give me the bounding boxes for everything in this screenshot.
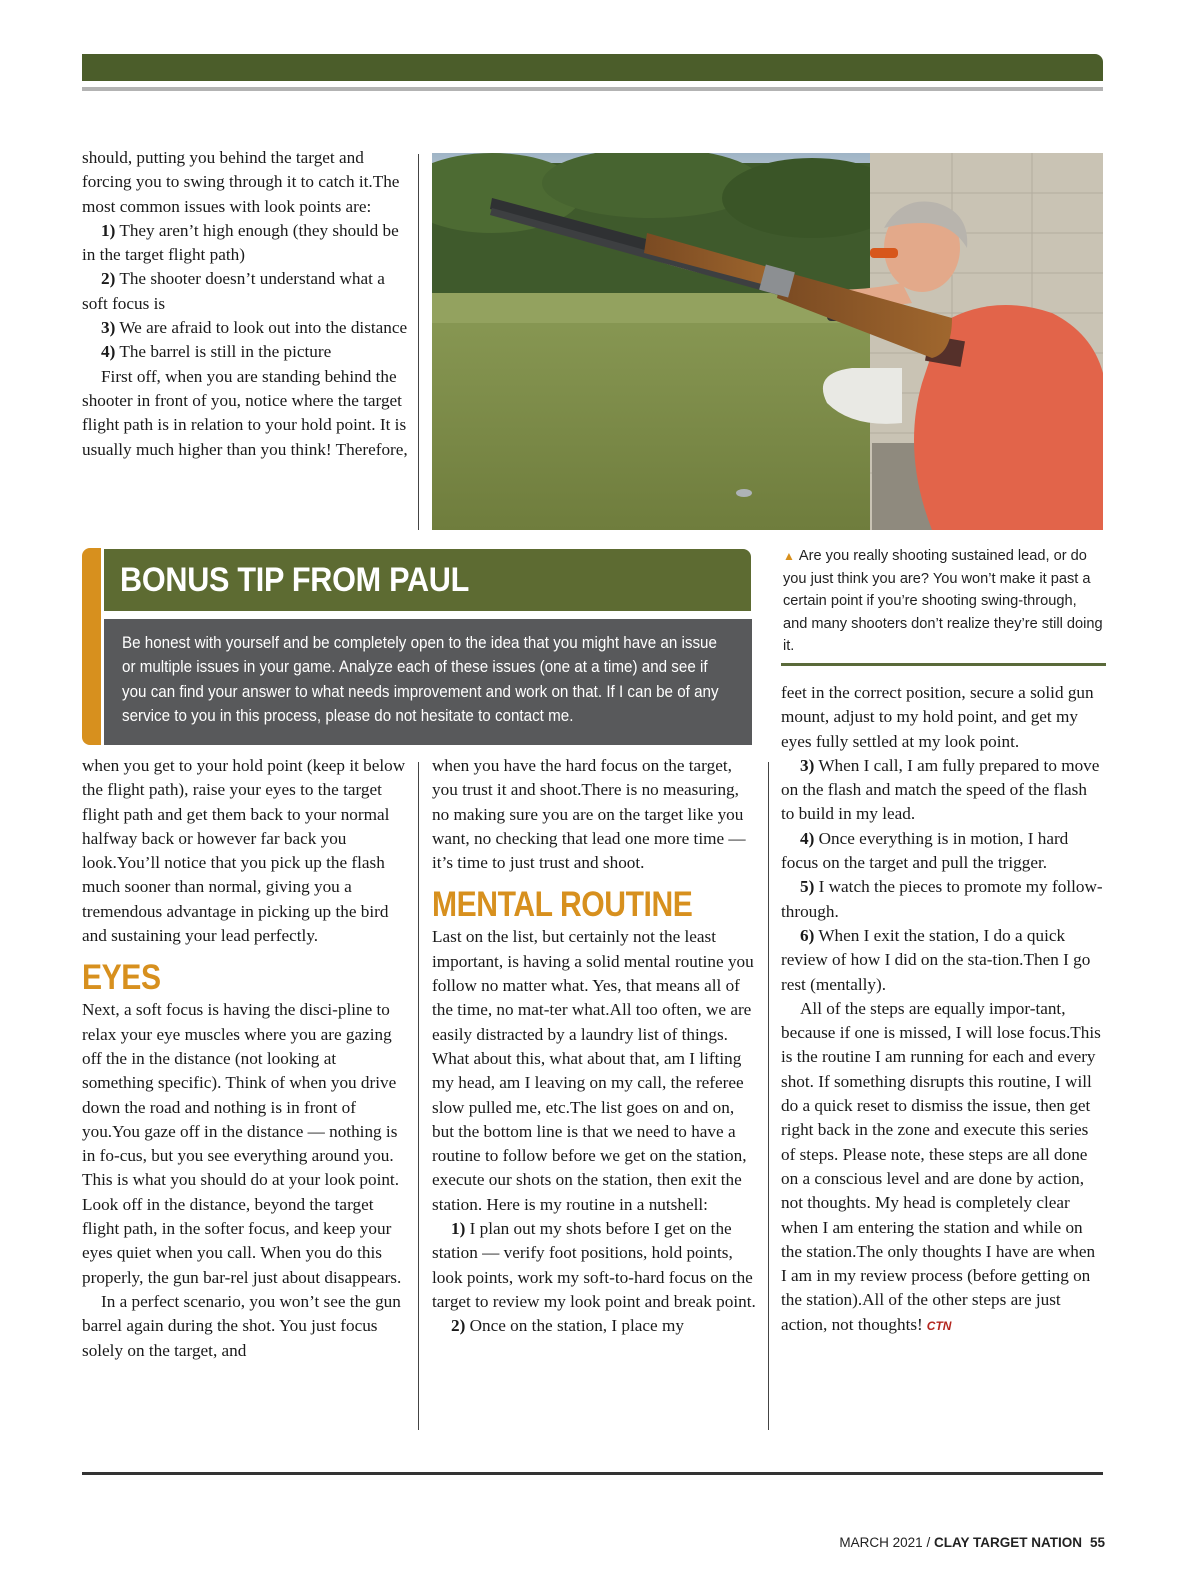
article-paragraph (82, 754, 408, 948)
article-paragraph (781, 997, 1103, 1338)
column-divider (418, 154, 419, 530)
paragraph-text: When I exit the station, I do a quick review of how I did on the sta-tion.Then I go rest (mentally). (781, 925, 1091, 994)
article-paragraph (432, 925, 758, 1217)
paragraph-text: All of the steps are equally impor-tant, because if one is missed, I will lose focus.This is the routine I am running for each and every shot. If something disrupts this routine, I will do a quick reset to dismiss the issue, then get right back in the zone and execute this series of steps. Please note, these steps are all done on a conscious level and are done by action, not thoughts. My head is completely clear when I am entering the station and while on the station.The only thoughts I have are when I am in my review process (before getting on the station).All of the other steps are just action, not thoughts! (781, 998, 1101, 1334)
bonus-tip-text: Be honest with yourself and be completely open to the idea that you might have an issue or multiple issues in your game. Analyze each of these issues (one at a time) and see if you can find your answer to what needs improvement and work on that. If I can be of any service to you in this process, please do not hesitate to contact me. (122, 634, 719, 725)
article-paragraph (82, 365, 408, 462)
list-number: 6) (800, 925, 815, 945)
article-column-right (781, 681, 1103, 1338)
numbered-list-item (82, 219, 408, 268)
paragraph-text: Once everything is in motion, I hard focus on the target and pull the trigger. (781, 828, 1069, 873)
paragraph-text: feet in the correct position, secure a solid gun mount, adjust to my hold point, and get my eyes fully settled at my look point. (781, 683, 1094, 751)
list-number: 1) (451, 1219, 466, 1239)
numbered-list-item (432, 1217, 758, 1314)
triangle-up-icon: ▲ (783, 549, 795, 563)
numbered-list-item (82, 340, 408, 364)
article-paragraph (781, 681, 1103, 754)
section-heading: MENTAL ROUTINE (432, 885, 693, 925)
numbered-list-item (82, 316, 408, 340)
article-paragraph (82, 1290, 408, 1363)
column-divider (768, 762, 769, 1430)
numbered-list-item (781, 875, 1103, 924)
paragraph-text: First off, when you are standing behind the shooter in front of you, notice where the target flight path is in relation to your hold point. It is usually much higher than you think! Therefore, (82, 366, 408, 459)
section-heading: EYES (82, 958, 161, 998)
bonus-tip-title: BONUS TIP FROM PAUL (120, 561, 470, 599)
paragraph-text: should, putting you behind the target and forcing you to swing through it to catch it.The most common issues with look points are: (82, 148, 400, 216)
article-paragraph (82, 998, 408, 1290)
caption-rule (781, 663, 1106, 666)
list-number: 4) (800, 828, 815, 848)
column-divider (418, 762, 419, 1430)
shooter-photo-illustration (432, 153, 1103, 530)
list-number: 4) (101, 342, 116, 362)
list-number: 3) (101, 318, 116, 338)
numbered-list-item (781, 827, 1103, 876)
article-column-left (82, 754, 408, 1363)
photo-caption-text: Are you really shooting sustained lead, or do you just think you are? You won’t make it past a certain point if you’re shooting swing-through, and many shooters don’t realize they’re still doing it. (783, 548, 1103, 655)
paragraph-text: when you have the hard focus on the target, you trust it and shoot.There is no measuring, no making sure you are on the target like you want, no checking that lead one more time — it’s time to just trust and shoot. (432, 756, 746, 873)
header-rule (82, 87, 1103, 91)
list-number: 1) (101, 220, 116, 240)
paragraph-text: The barrel is still in the picture (115, 342, 332, 362)
paragraph-text: In a perfect scenario, you won’t see the gun barrel again during the shot. You just focus solely on the target, and (82, 1291, 401, 1360)
article-paragraph (82, 146, 408, 219)
list-number: 2) (451, 1316, 466, 1336)
article-column-top-left (82, 146, 408, 462)
numbered-list-item (432, 1314, 758, 1338)
page-number: 55 (1089, 1535, 1105, 1550)
list-number: 3) (800, 755, 815, 775)
paragraph-text: Last on the list, but certainly not the least important, is having a solid mental routine you follow no matter what. Yes, that means all of the time, no mat-ter what.All too often, we are easily distracted by a laundry list of things. What about this, what about that, am I lifting my head, am I leaving on my call, the referee slow pulled me, etc.The list goes on and on, but the bottom line is that we need to have a routine to follow before we get on the station, execute our shots on the station, then exit the station. Here is my routine in a nutshell: (432, 927, 754, 1214)
article-paragraph (432, 754, 758, 875)
bonus-tip-accent-bar (82, 548, 101, 745)
header-bar (82, 54, 1103, 81)
footer-publication: CLAY TARGET NATION (933, 1535, 1082, 1550)
list-number: 5) (800, 877, 815, 897)
shooter-photo (432, 153, 1103, 530)
article-column-middle (432, 754, 758, 1339)
photo-caption (783, 545, 1103, 658)
bonus-tip-title-bar (104, 549, 751, 611)
paragraph-text: Next, a soft focus is having the disci-pline to relax your eye muscles where you are gazing off the in the distance (not looking at something specific). Think of when you drive down the road and nothing is in front of you.You gaze off in the distance — nothing is in fo-cus, but you see everything around you. This is what you should do at your look point. Look off in the distance, beyond the target flight path, in the softer focus, and keep your eyes quiet when you call. When you do this properly, the gun bar-rel just about disappears. (82, 1000, 402, 1287)
page-footer (839, 1535, 1105, 1550)
paragraph-text: The shooter doesn’t understand what a soft focus is (82, 269, 385, 313)
bonus-tip-body (104, 619, 752, 745)
numbered-list-item (82, 267, 408, 316)
numbered-list-item (781, 924, 1103, 997)
paragraph-text: Once on the station, I place my (465, 1316, 684, 1336)
footer-date: MARCH 2021 / (839, 1535, 934, 1550)
paragraph-text: They aren’t high enough (they should be in the target flight path) (82, 220, 399, 265)
paragraph-text: I plan out my shots before I get on the station — verify foot positions, hold points, look points, work my soft-to-hard focus on the target to review my look point and break point. (432, 1219, 756, 1311)
numbered-list-item (781, 754, 1103, 827)
paragraph-text: We are afraid to look out into the distance (115, 318, 408, 338)
list-number: 2) (101, 269, 116, 289)
paragraph-text: when you get to your hold point (keep it below the flight path), raise your eyes to the target flight path and get them back to your normal halfway back or however far back you look.You’ll notice that you pick up the flash much sooner than normal, giving you a tremendous advantage in picking up the bird and sustaining your lead perfectly. (82, 756, 406, 946)
paragraph-text: I watch the pieces to promote my follow-through. (781, 877, 1103, 921)
paragraph-text: When I call, I am fully prepared to move on the flash and match the speed of the flash to build in my lead. (781, 755, 1100, 824)
ctn-end-mark: CTN (926, 1318, 952, 1333)
footer-rule (82, 1472, 1103, 1475)
